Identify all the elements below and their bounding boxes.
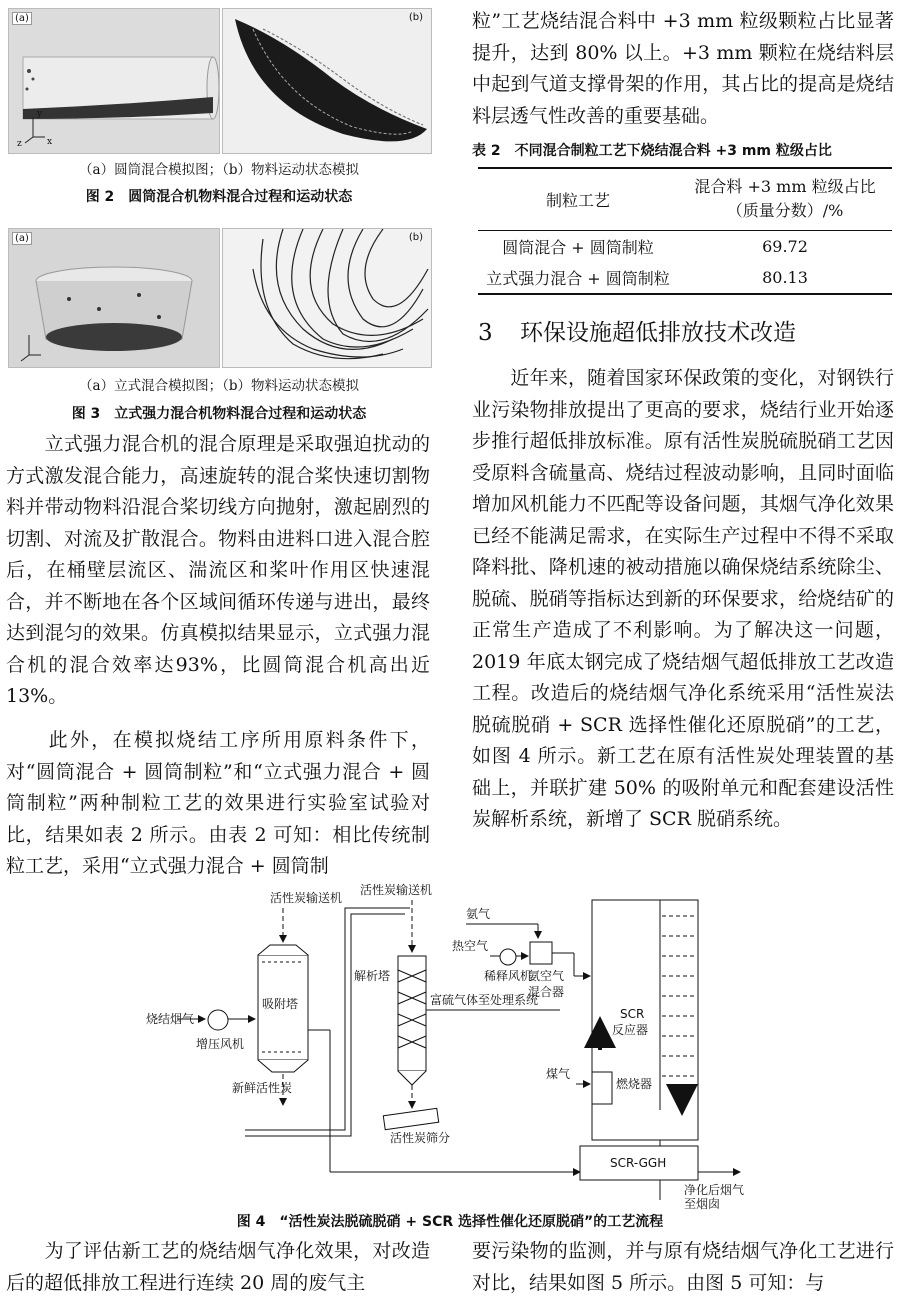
- label-fresh-carbon: 新鲜活性炭: [232, 1081, 293, 1095]
- desorber-tower: [398, 956, 426, 1071]
- label-conveyor-right: 活性炭输送机: [360, 883, 433, 897]
- fig2-title: 图 2 圆筒混合机物料混合过程和运动状态: [85, 189, 353, 205]
- table2-header-ratio-line2: （质量分数）/%: [726, 201, 844, 221]
- material-motion-sim-image: [223, 9, 431, 153]
- label-sinter-gas: 烧结烟气: [146, 1012, 195, 1026]
- axis-y-label: y: [37, 109, 43, 119]
- label-booster-fan: 增压风机: [196, 1037, 245, 1051]
- axis-z-label: z: [17, 139, 22, 149]
- carbon-screen-icon: [383, 1108, 438, 1129]
- table2-cell-value: 69.72: [762, 236, 808, 256]
- section-heading: [478, 314, 796, 347]
- table2-title: 表 2 不同混合制粒工艺下烧结混合料 +3 mm 粒级占比: [472, 143, 832, 159]
- label-scr-line2: 反应器: [612, 1023, 649, 1037]
- label-dilution-fan: 稀释风机: [484, 969, 533, 983]
- fig3-a-label: (a): [12, 232, 32, 245]
- fig4-process-diagram: [0, 880, 900, 1200]
- bottom-left-paragraph: 为了评估新工艺的烧结烟气净化效果，对改造后的超低排放工程进行连续 20 周的废气主: [6, 1240, 430, 1294]
- fig2-a-label: (a): [12, 12, 32, 25]
- fig2-subcaption: （a）圆筒混合模拟图；（b）物料运动状态模拟: [79, 162, 359, 178]
- right-paragraph: 近年来，随着国家环保政策的变化，对钢铁行业污染物排放提出了更高的要求，烧结行业开始逐步推行超低排放标准。原有活性炭脱硫脱硝工艺因受原料含硫量高、烧结过程波动影响，且同时面临增加风机能力不匹配等设备问题，其烟气净化效果已经不能满足需求，在实际生产过程中不得不采取降料批、降机速的被动措施以确保烧结系统除尘、脱硫、脱硝等指标达到新的环保要求，给烧结矿的正常生产造成了不利影响。为了解决这一问题，2019 年底太钢完成了烧结烟气超低排放工艺改造工程。改造后的烧结烟气净化系统采用“活性炭法脱硫脱硝 + SCR 选择性催化还原脱硝”的工艺，如图 4 所示。新工艺在原有活性炭处理装置的基础上，并联扩建 50% 的吸附单元和配套建设活性炭解析系统，新增了 SCR 脱硝系统。: [472, 367, 894, 830]
- axis-x-label: x: [47, 137, 53, 147]
- fig4-title: 图 4 “活性炭法脱硫脱硝 + SCR 选择性催化还原脱硝”的工艺流程: [236, 1214, 664, 1230]
- label-coal-gas: 煤气: [546, 1067, 571, 1081]
- table2-cell-value: 80.13: [762, 268, 808, 287]
- fig3-panel-a: [8, 228, 220, 368]
- label-scr-ggh: SCR-GGH: [610, 1156, 667, 1170]
- label-carbon-screen: 活性炭筛分: [390, 1131, 451, 1145]
- label-mixer-line1: 氨空气: [528, 969, 565, 983]
- fig3-subcaption: （a）立式混合模拟图；（b）物料运动状态模拟: [79, 378, 359, 394]
- label-ammonia: 氨气: [466, 907, 491, 921]
- table-row: [478, 230, 892, 262]
- label-conveyor-left: 活性炭输送机: [270, 891, 343, 905]
- fig2-b-label: (b): [408, 12, 423, 23]
- burner-box: [592, 1072, 612, 1104]
- table2-header-ratio-line1: 混合料 +3 mm 粒级占比: [694, 177, 876, 197]
- table2-header-process: 制粒工艺: [545, 190, 610, 210]
- table2-cell-process: 立式强力混合 + 圆筒制粒: [486, 269, 670, 288]
- left-paragraph-2: 此外，在模拟烧结工序所用原料条件下，对“圆筒混合 + 圆筒制粒”和“立式强力混合 + 圆筒制粒”两种制粒工艺的效果进行实验室试验对比，结果如表 2 所示。由表 2 可知：相比传统制粒工艺，采用“立式强力混合 + 圆筒制: [6, 729, 430, 877]
- label-scr-line1: SCR: [620, 1007, 645, 1021]
- table2: [478, 167, 892, 295]
- bottom-right-paragraph: 要污染物的监测，并与原有烧结烟气净化工艺进行对比，结果如图 5 所示。由图 5 可知：与: [472, 1240, 894, 1294]
- dilution-fan-icon: [500, 949, 516, 965]
- ammonia-mixer-box: [530, 942, 552, 964]
- label-adsorber: 吸附塔: [262, 997, 299, 1011]
- table2-header-ratio: [678, 168, 892, 230]
- right-top-paragraph: 粒”工艺烧结混合料中 +3 mm 粒级颗粒占比显著提升，达到 80% 以上。+3 mm 颗粒在烧结料层中起到气道支撑骨架的作用，其占比的提高是烧结料层透气性改善的重要基础。: [472, 10, 894, 127]
- left-paragraph-1: 立式强力混合机的混合原理是采取强迫扰动的方式激发混合能力，高速旋转的混合桨快速切割物料并带动物料沿混合桨切线方向抛射，激起剧烈的切割、对流及扩散混合。物料由进料口进入混合腔后，在桶壁层流区、湍流区和桨叶作用区快速混合，并不断地在各个区域间循环传递与进出，最终达到混匀的效果。仿真模拟结果显示，立式强力混合机的混合效率达93%，比圆筒混合机高出近 13%。: [6, 433, 430, 707]
- table2-cell-process: 圆筒混合 + 圆筒制粒: [502, 237, 654, 257]
- fig2-panel-a: [8, 8, 220, 154]
- label-hot-air: 热空气: [452, 939, 489, 953]
- cylinder-mixer-sim-image: [9, 9, 219, 153]
- label-desorber: 解析塔: [354, 969, 391, 983]
- fig3-title: 图 3 立式强力混合机物料混合过程和运动状态: [71, 406, 367, 422]
- table-row: [478, 262, 892, 294]
- section-number: 3: [478, 320, 493, 346]
- material-trajectory-sim-image: [223, 229, 431, 367]
- label-sulfur-gas: 富硫气体至处理系统: [430, 993, 539, 1007]
- fig2-panel-b: [222, 8, 432, 154]
- vertical-mixer-sim-image: [9, 229, 219, 367]
- label-outlet-line1: 净化后烟气: [684, 1183, 745, 1197]
- label-burner: 燃烧器: [616, 1077, 653, 1091]
- fig3-b-label: (b): [408, 232, 423, 243]
- booster-fan-icon: [208, 1010, 228, 1030]
- section-title: 环保设施超低排放技术改造: [519, 320, 796, 346]
- fig3-panel-b: [222, 228, 432, 368]
- label-outlet-line2: 至烟囱: [684, 1197, 721, 1211]
- label-mixer-line2: 混合器: [528, 985, 565, 999]
